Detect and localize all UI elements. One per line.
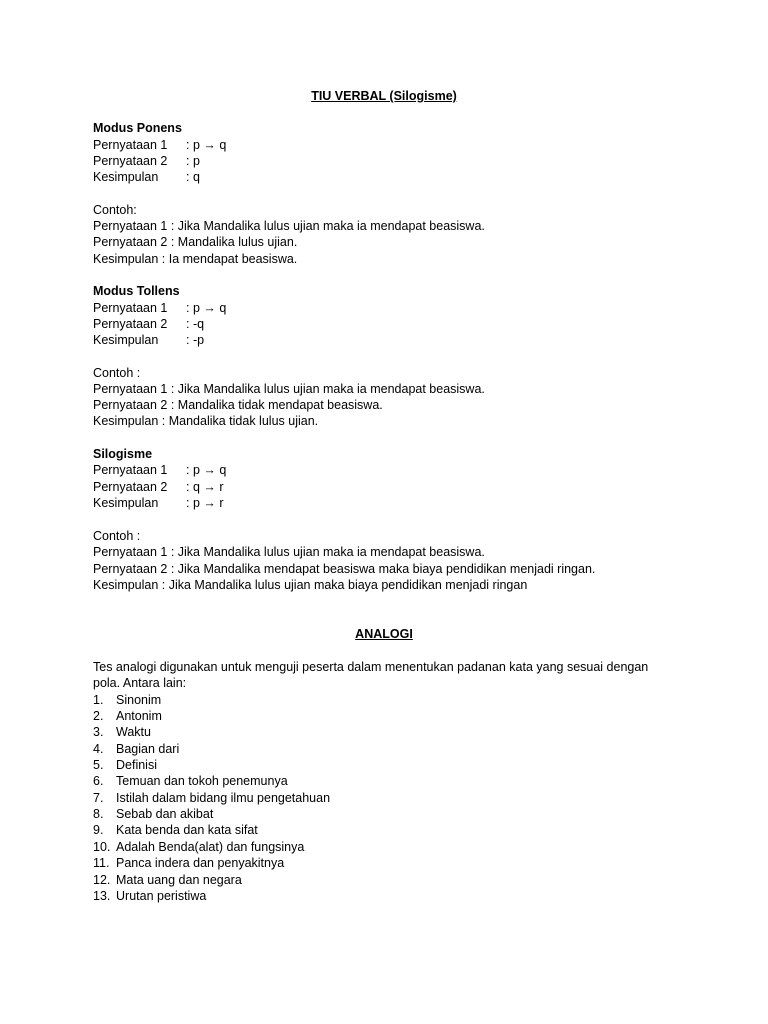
list-item-number: 10. [93,840,111,854]
ponens-contoh-1: Pernyataan 1 : Jika Mandalika lulus ujian maka ia mendapat beasiswa. [93,219,485,233]
tollens-label-3: Kesimpulan [93,333,159,347]
tollens-value-2: : -q [186,317,205,331]
list-item-number: 8. [93,807,104,821]
list-item: Sebab dan akibat [116,807,214,821]
ponens-label-1: Pernyataan 1 [93,138,168,152]
list-item-number: 6. [93,774,104,788]
ponens-contoh-3: Kesimpulan : Ia mendapat beasiswa. [93,252,298,266]
list-item: Urutan peristiwa [116,889,207,903]
list-item-number: 11. [93,856,110,870]
ponens-contoh-label: Contoh: [93,203,137,217]
list-item: Sinonim [116,693,162,707]
tollens-label-2: Pernyataan 2 [93,317,168,331]
analogi-title: ANALOGI [355,627,413,641]
ponens-value-1: : p → q [186,138,227,152]
silogisme-label-2: Pernyataan 2 [93,480,168,494]
tollens-contoh-2: Pernyataan 2 : Mandalika tidak mendapat beasiswa. [93,398,383,412]
silogisme-value-3: : p → r [186,496,224,510]
list-item: Definisi [116,758,157,772]
ponens-label-3: Kesimpulan [93,170,159,184]
silogisme-contoh-2: Pernyataan 2 : Jika Mandalika mendapat beasiswa maka biaya pendidikan menjadi ringan. [93,562,596,576]
section-heading-tollens: Modus Tollens [93,284,180,298]
tollens-label-1: Pernyataan 1 [93,301,168,315]
ponens-label-2: Pernyataan 2 [93,154,168,168]
tollens-contoh-3: Kesimpulan : Mandalika tidak lulus ujian. [93,414,319,428]
list-item: Panca indera dan penyakitnya [116,856,285,870]
tollens-value-1: : p → q [186,301,227,315]
tollens-value-3: : -p [186,333,205,347]
list-item-number: 2. [93,709,104,723]
ponens-contoh-2: Pernyataan 2 : Mandalika lulus ujian. [93,235,298,249]
list-item-number: 12. [93,873,111,887]
page-title: TIU VERBAL (Silogisme) [311,89,457,103]
list-item-number: 5. [93,758,104,772]
tollens-contoh-label: Contoh : [93,366,141,380]
list-item: Adalah Benda(alat) dan fungsinya [116,840,305,854]
silogisme-label-3: Kesimpulan [93,496,159,510]
list-item-number: 3. [93,725,104,739]
silogisme-label-1: Pernyataan 1 [93,463,168,477]
list-item-number: 7. [93,791,104,805]
analogi-intro-line-1: Tes analogi digunakan untuk menguji peserta dalam menentukan padanan kata yang sesuai dengan [93,660,649,674]
silogisme-contoh-3: Kesimpulan : Jika Mandalika lulus ujian maka biaya pendidikan menjadi ringan [93,578,528,592]
silogisme-value-2: : q → r [186,480,224,494]
list-item: Antonim [116,709,162,723]
list-item: Waktu [116,725,151,739]
ponens-value-3: : q [186,170,200,184]
list-item: Bagian dari [116,742,180,756]
silogisme-contoh-1: Pernyataan 1 : Jika Mandalika lulus ujian maka ia mendapat beasiswa. [93,545,485,559]
list-item: Istilah dalam bidang ilmu pengetahuan [116,791,331,805]
ponens-value-2: : p [186,154,200,168]
list-item-number: 13. [93,889,111,903]
analogi-intro-line-2: pola. Antara lain: [93,676,187,690]
section-heading-silogisme: Silogisme [93,447,153,461]
silogisme-value-1: : p → q [186,463,227,477]
section-heading-ponens: Modus Ponens [93,121,182,135]
list-item: Temuan dan tokoh penemunya [116,774,288,788]
tollens-contoh-1: Pernyataan 1 : Jika Mandalika lulus ujian maka ia mendapat beasiswa. [93,382,485,396]
list-item-number: 1. [93,693,104,707]
list-item: Kata benda dan kata sifat [116,823,258,837]
silogisme-contoh-label: Contoh : [93,529,141,543]
list-item-number: 9. [93,823,104,837]
list-item: Mata uang dan negara [116,873,242,887]
list-item-number: 4. [93,742,104,756]
